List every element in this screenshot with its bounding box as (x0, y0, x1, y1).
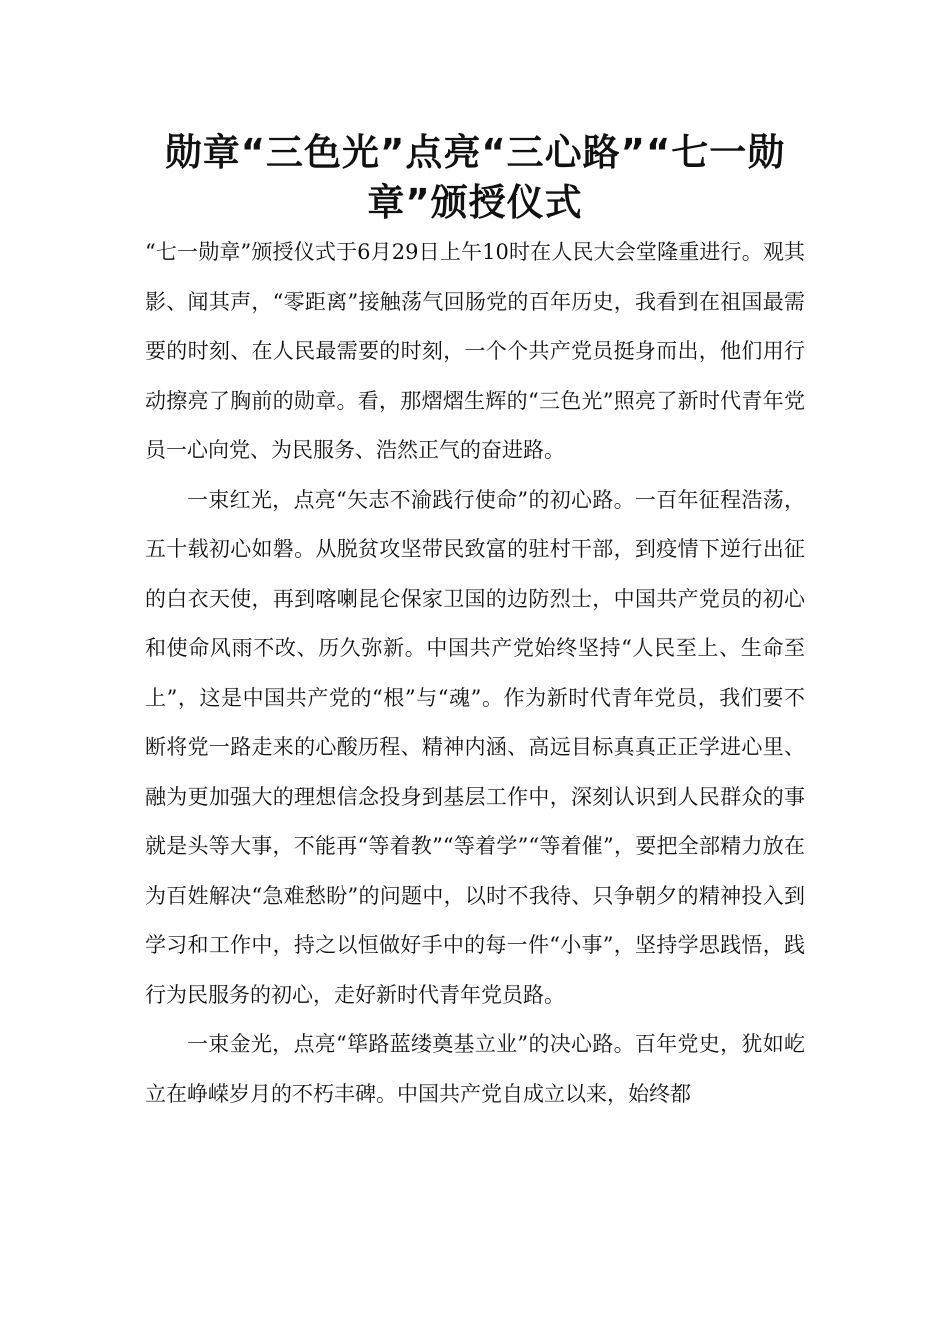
document-body (145, 228, 805, 1119)
paragraph-1: “七一勋章”颁授仪式于6月29日上午10时在人民大会堂隆重进行。观其影、闻其声，“零距离”接触荡气回肠党的百年历史，我看到在祖国最需要的时刻、在人民最需要的时刻，一个个共产党员挺身而出，他们用行动擦亮了胸前的勋章。看，那熠熠生辉的“三色光”照亮了新时代青年党员一心向党、为民服务、浩然正气的奋进路。 (145, 240, 805, 462)
paragraph-2: 一束红光，点亮“矢志不渝践行使命”的初心路。一百年征程浩荡，五十载初心如磐。从脱贫攻坚带民致富的驻村干部，到疫情下逆行出征的白衣天使，再到喀喇昆仑保家卫国的边防烈士，中国共产党员的初心和使命风雨不改、历久弥新。中国共产党始终坚持“人民至上、生命至上”，这是中国共产党的“根”与“魂”。作为新时代青年党员，我们要不断将党一路走来的心酸历程、精神内涵、高远目标真真正正学进心里、融为更加强大的理想信念投身到基层工作中，深刻认识到人民群众的事就是头等大事，不能再“等着教”“等着学”“等着催”，要把全部精力放在为百姓解决“急难愁盼”的问题中，以时不我待、只争朝夕的精神投入到学习和工作中，持之以恒做好手中的每一件“小事”，坚持学思践悟，践行为民服务的初心，走好新时代青年党员路。 (145, 487, 805, 1007)
paragraph-3: 一束金光，点亮“筚路蓝缕奠基立业”的决心路。百年党史，犹如屹立在峥嵘岁月的不朽丰碑。中国共产党自成立以来，始终都 (145, 1032, 805, 1106)
document-title: 勋章“三色光”点亮“三心路”“七一勋章”颁授仪式 (164, 131, 786, 224)
